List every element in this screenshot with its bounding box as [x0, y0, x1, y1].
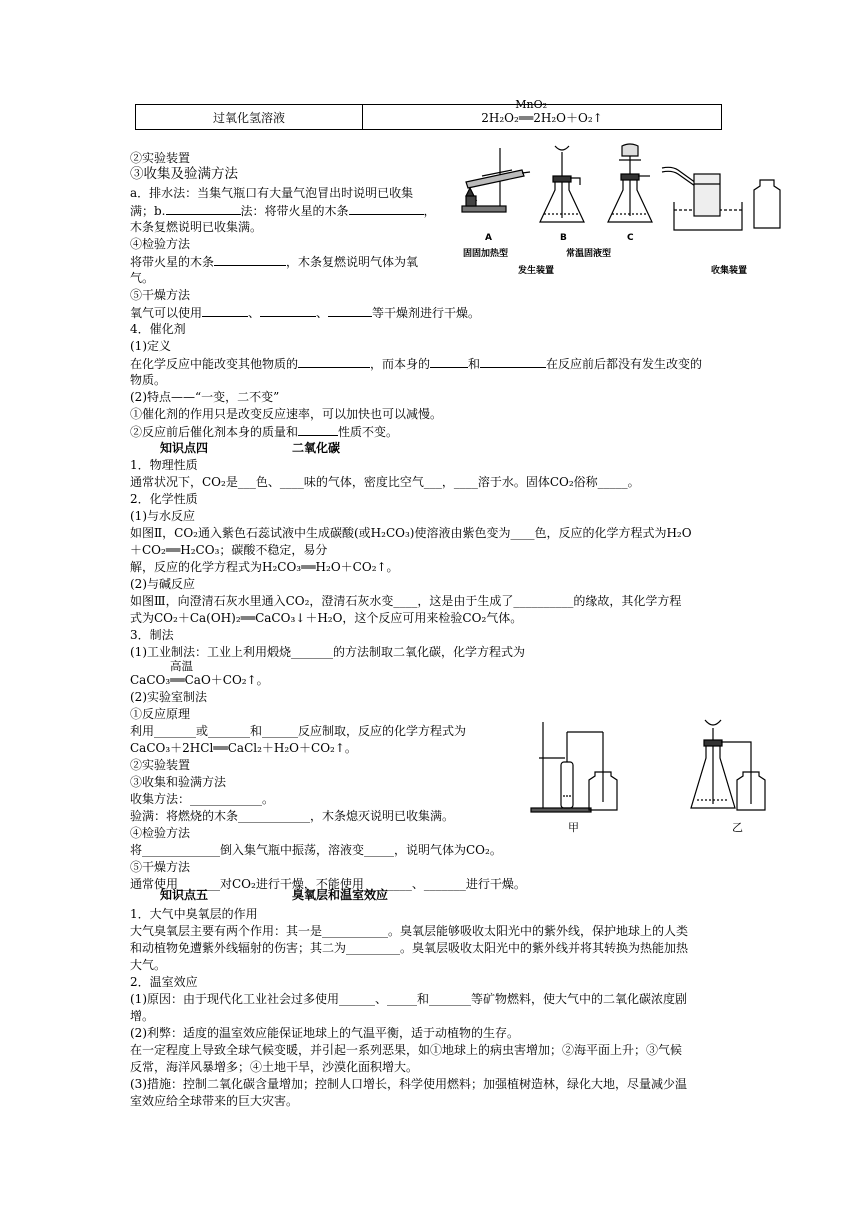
label-yi: 乙 [732, 821, 743, 834]
caption-a: 固固加热型 [463, 249, 509, 259]
text: 满；b. [130, 204, 166, 218]
fill-blank [298, 355, 370, 368]
text: 、 [248, 306, 261, 320]
feature-line-1: ①催化剂的作用只是改变反应速率，可以加快也可以减慢。 [130, 407, 443, 421]
label-c: C [627, 233, 634, 243]
lab-test-line: 将_____________倒入集气瓶中振荡，溶液变_____，说明气体为CO₂。 [130, 843, 502, 857]
high-temp-condition: 高温 [170, 659, 193, 673]
lab-dry-line: 通常使用_______对CO₂进行干燥，不能使用________、_______进行干燥。 [130, 877, 526, 891]
kp4-label: 知识点四 [160, 441, 209, 455]
fill-blank [214, 253, 286, 266]
catalyst-heading: 4．催化剂 [130, 322, 186, 336]
collection-bottle [754, 180, 780, 228]
base-line-1: 如图Ⅲ，向澄清石灰水里通入CO₂，澄清石灰水变____，这是由于生成了__________的缘故，其化学方程 [130, 594, 682, 608]
caption-generator: 发生装置 [518, 266, 555, 276]
kp5-label: 知识点五 [160, 888, 209, 902]
physical-heading: 1．物理性质 [130, 458, 198, 472]
fill-blank [202, 304, 248, 317]
feature-line-2 [130, 423, 398, 440]
lab-apparatus-heading: ②实验装置 [130, 758, 191, 772]
ozone-role-line-1: 大气臭氧层主要有两个作用：其一是___________。臭氧层能够吸收太阳光中的紫外线，保护地球上的人类 [130, 924, 689, 938]
text: ②反应前后催化剂本身的质量和 [130, 425, 299, 439]
text: 在反应前后都没有发生改变的 [546, 357, 703, 371]
text: 等干燥剂进行干燥。 [372, 306, 481, 320]
apparatus-b [540, 146, 584, 222]
text: ， [423, 204, 436, 218]
collect-line-3: 木条复燃说明已收集满。 [130, 220, 263, 234]
greenhouse-con-2: 反常，海洋风暴增多；④土地干旱，沙漠化面积增大。 [130, 1060, 419, 1074]
table-row [136, 105, 722, 130]
test-line-1 [130, 253, 418, 270]
equation-text: 2H₂O₂══2H₂O＋O₂↑ [481, 110, 603, 125]
test-heading: ④检验方法 [130, 237, 191, 251]
water-line-2: ＋CO₂══H₂CO₃；碳酸不稳定，易分 [130, 543, 328, 557]
fill-blank [480, 355, 546, 368]
fill-blank [430, 355, 468, 368]
kp5-title: 臭氧层和温室效应 [292, 888, 389, 902]
apparatus-jia [531, 722, 617, 812]
fill-blank [260, 304, 316, 317]
gas-apparatus-figure [452, 140, 782, 245]
water-heading: (1)与水反应 [130, 509, 195, 523]
chemical-heading: 2．化学性质 [130, 492, 198, 506]
base-line-2: 式为CO₂＋Ca(OH)₂══CaCO₃↓＋H₂O，这个反应可用来检验CO₂气体。 [130, 611, 523, 625]
apparatus-a [462, 148, 530, 212]
text: 和 [468, 357, 481, 371]
principle-heading: ①反应原理 [130, 707, 191, 721]
apparatus-yi [691, 720, 765, 810]
collection-trough [662, 167, 742, 230]
principle-line-2: CaCO₃＋2HCl══CaCl₂＋H₂O＋CO₂↑。 [130, 741, 357, 755]
principle-line-1: 利用_______或_______和______反应制取，反应的化学方程式为 [130, 724, 467, 738]
feature-heading: (2)特点——“一变，二不变” [130, 390, 280, 404]
text: 将带火星的木条 [130, 255, 215, 269]
text: 在化学反应中能改变其他物质的 [130, 357, 299, 371]
preparation-heading: 3．制法 [130, 628, 174, 642]
text: ，而本身的 [370, 357, 431, 371]
fill-blank [298, 423, 338, 436]
ozone-role-line-2: 和动植物免遭紫外线辐射的伤害；其二为_________。臭氧层吸收太阳光中的紫外线并将其转换为热能加热 [130, 941, 689, 955]
label-a: A [485, 233, 492, 243]
lab-collect-line: 收集方法：____________。 [130, 792, 275, 806]
catalyst-label: MnO₂ [515, 97, 548, 111]
greenhouse-cause-1: (1)原因：由于现代化工业社会过多使用______、_____和_______等矿物燃料，使大气中的二氧化碳浓度剧 [130, 992, 688, 1006]
dry-heading: ⑤干燥方法 [130, 288, 191, 302]
water-line-3: 解，反应的化学方程式为H₂CO₃══H₂O＋CO₂↑。 [130, 560, 399, 574]
lab-full-line: 验满：将燃烧的木条____________，木条熄灭说明已收集满。 [130, 809, 455, 823]
industrial-line-1: (1)工业制法：工业上利用煅烧_______的方法制取二氧化碳，化学方程式为 [130, 645, 526, 659]
lab-test-heading: ④检验方法 [130, 826, 191, 840]
text: ，木条复燃说明气体为氧 [286, 255, 419, 269]
ozone-role-line-3: 大气。 [130, 958, 167, 972]
reagent-cell: 过氧化氢溶液 [136, 105, 363, 130]
co2-apparatus-figure [525, 716, 780, 820]
greenhouse-pro: (2)利弊：适度的温室效应能保证地球上的气温平衡，适于动植物的生存。 [130, 1026, 520, 1040]
water-line-1: 如图Ⅱ，CO₂通入紫色石蕊试液中生成碳酸(或H₂CO₃)使溶液由紫色变为____色，反应的化学方程式为H₂O [130, 526, 692, 540]
text: 性质不变。 [338, 425, 399, 439]
text: 氧气可以使用 [130, 306, 203, 320]
test-line-2: 气。 [130, 271, 155, 285]
apparatus-heading: ②实验装置 [130, 151, 191, 165]
fill-blank [328, 304, 372, 317]
greenhouse-measure-1: (3)措施：控制二氧化碳含量增加；控制人口增长，科学使用燃料；加强植树造林，绿化大地，尽量减少温 [130, 1077, 688, 1091]
fill-blank [349, 202, 424, 215]
text: 、 [316, 306, 329, 320]
collect-heading: ③收集及验满方法 [130, 166, 238, 182]
definition-line-1 [130, 355, 702, 372]
reagent-table [135, 97, 722, 130]
greenhouse-measure-2: 室效应给全球带来的巨大灾害。 [130, 1094, 299, 1108]
text: 法：将带火星的木条 [240, 204, 349, 218]
lab-dry-heading: ⑤干燥方法 [130, 860, 191, 874]
ozone-role-heading: 1．大气中臭氧层的作用 [130, 907, 258, 921]
lab-collect-heading: ③收集和验满方法 [130, 775, 227, 789]
dry-line-1 [130, 304, 480, 321]
collect-line-1: a．排水法：当集气瓶口有大量气泡冒出时说明已收集 [130, 186, 414, 200]
collect-line-2 [130, 202, 436, 219]
greenhouse-con-1: 在一定程度上导致全球气候变暖，并引起一系列恶果，如①地球上的病虫害增加；②海平面上升；③气候 [130, 1043, 683, 1057]
kp4-title: 二氧化碳 [292, 441, 341, 455]
base-heading: (2)与碱反应 [130, 577, 195, 591]
greenhouse-cause-2: 增。 [130, 1009, 155, 1023]
lab-heading: (2)实验室制法 [130, 690, 207, 704]
caption-bc: 常温固液型 [566, 249, 612, 259]
definition-line-2: 物质。 [130, 373, 167, 387]
label-jia: 甲 [568, 821, 579, 834]
apparatus-c [608, 144, 652, 222]
label-b: B [560, 233, 567, 243]
fill-blank [166, 202, 241, 215]
caption-collector: 收集装置 [711, 266, 748, 276]
greenhouse-heading: 2．温室效应 [130, 975, 198, 989]
physical-line-1: 通常状况下，CO₂是___色、____味的气体，密度比空气___，____溶于水。固体CO₂俗称_____。 [130, 475, 640, 489]
equation-wrap [481, 97, 603, 126]
industrial-line-2: CaCO₃══CaO＋CO₂↑。 [130, 673, 269, 687]
definition-heading: (1)定义 [130, 339, 171, 353]
equation-cell [363, 97, 722, 130]
